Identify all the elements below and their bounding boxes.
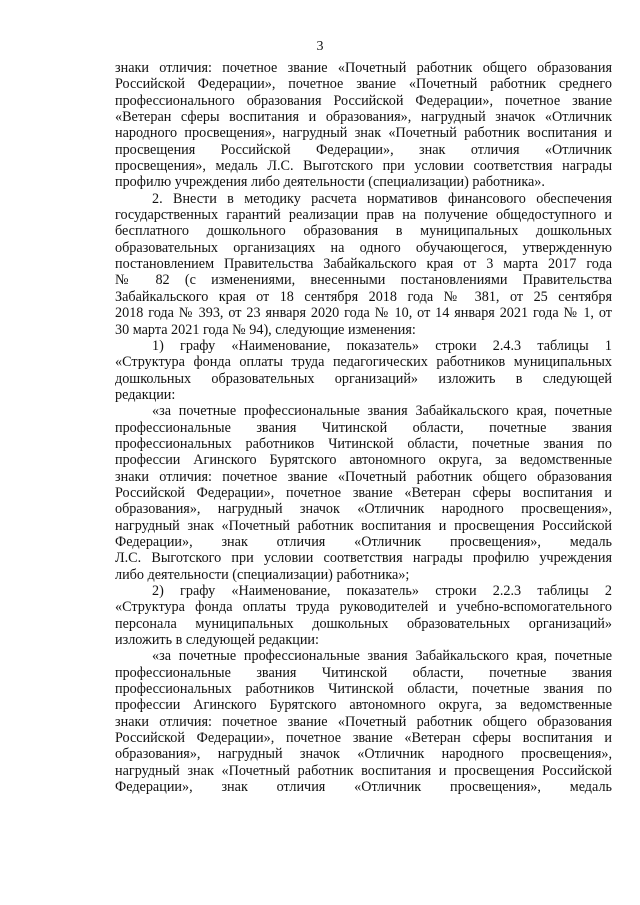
text-line: образовательных организациях на одного обучающегося, утвержденную xyxy=(115,239,612,256)
text-line: бесплатного дошкольного образования в муниципальных дошкольных xyxy=(115,223,612,240)
text-line: образования», нагрудный значок «Отличник народного просвещения», xyxy=(115,746,612,763)
text-line: профессиональные звания Читинской области, почетные звания xyxy=(115,664,612,681)
text-line: Российской Федерации», почетное звание «Ветеран сферы воспитания и xyxy=(115,730,612,747)
text-line: «Структура фонда оплаты труда руководителей и учебно-вспомогательного xyxy=(115,599,612,616)
text-line: знаки отличия: почетное звание «Почетный работник общего образования xyxy=(115,60,612,76)
text-line: профессиональных работников Читинской области, почетные звания по xyxy=(115,435,612,452)
text-line: профессии Агинского Бурятского автономного округа, за ведомственные xyxy=(115,452,612,469)
text-line: знаки отличия: почетное звание «Почетный работник общего образования xyxy=(115,713,612,730)
text-line: нагрудный знак «Почетный работник воспитания и просвещения Российской xyxy=(115,762,612,779)
text-line: нагрудный знак «Почетный работник воспитания и просвещения Российской xyxy=(115,517,612,534)
paragraph-first-line: 1) графу «Наименование, показатель» строки 2.4.3 таблицы 1 xyxy=(152,337,612,354)
text-line: просвещения Российской Федерации», знак отличия «Отличник xyxy=(115,141,612,158)
text-line: редакции: xyxy=(115,386,176,403)
page-number: 3 xyxy=(316,39,324,54)
text-line: Российской Федерации», почетное звание «Почетный работник среднего xyxy=(115,76,612,93)
text-line: знаки отличия: почетное звание «Почетный работник общего образования xyxy=(115,468,612,485)
paragraph-first-line: «за почетные профессиональные звания Забайкальского края, почетные xyxy=(152,403,612,420)
text-line: либо деятельности (специализации) работника»; xyxy=(115,566,410,583)
text-line: дошкольных образовательных организаций» изложить в следующей xyxy=(115,370,612,387)
text-line: профессиональные звания Читинской области, почетные звания xyxy=(115,419,612,436)
text-line: 30 марта 2021 года № 94), следующие изменения: xyxy=(115,321,416,338)
text-line: государственных гарантий реализации прав на получение общедоступного и xyxy=(115,207,612,224)
text-line: народного просвещения», нагрудный знак «Почетный работник воспитания и xyxy=(115,125,612,142)
text-line: Л.С. Выготского при условии соответствия награды профилю учреждения xyxy=(115,550,612,567)
text-line: персонала муниципальных дошкольных образовательных организаций» xyxy=(115,615,612,632)
text-line: Российской Федерации», почетное звание «Ветеран сферы воспитания и xyxy=(115,484,612,501)
text-line: просвещения», медаль Л.С. Выготского при условии соответствия награды xyxy=(115,158,612,175)
paragraph-first-line: 2. Внести в методику расчета нормативов финансового обеспечения xyxy=(152,190,612,207)
text-line: Федерации», знак отличия «Отличник просвещения», медаль xyxy=(115,533,612,550)
text-line: образования», нагрудный значок «Отличник народного просвещения», xyxy=(115,501,612,518)
text-line: профессионального образования Российской Федерации», почетное звание xyxy=(115,92,612,109)
text-line: постановлением Правительства Забайкальского края от 3 марта 2017 года xyxy=(115,256,612,273)
text-line: изложить в следующей редакции: xyxy=(115,632,319,649)
text-line: профессиональных работников Читинской области, почетные звания по xyxy=(115,681,612,698)
document-body xyxy=(115,60,612,795)
text-line: профессии Агинского Бурятского автономного округа, за ведомственные xyxy=(115,697,612,714)
text-line: Забайкальского края от 18 сентября 2018 года № 381, от 25 сентября xyxy=(115,288,612,305)
text-line: «Ветеран сферы воспитания и образования», нагрудный значок «Отличник xyxy=(115,109,612,126)
paragraph-first-line: 2) графу «Наименование, показатель» строки 2.2.3 таблицы 2 xyxy=(152,583,612,599)
text-line: профилю учреждения либо деятельности (специализации) работника». xyxy=(115,174,545,191)
text-line: «Структура фонда оплаты труда педагогических работников муниципальных xyxy=(115,354,612,371)
paragraph-first-line: «за почетные профессиональные звания Забайкальского края, почетные xyxy=(152,648,612,665)
text-line: 2018 года № 393, от 23 января 2020 года № 10, от 14 января 2021 года № 1, от xyxy=(115,305,612,322)
text-line: № 82 (с изменениями, внесенными постановлениями Правительства xyxy=(115,272,612,289)
text-line: Федерации», знак отличия «Отличник просвещения», медаль xyxy=(115,779,612,796)
